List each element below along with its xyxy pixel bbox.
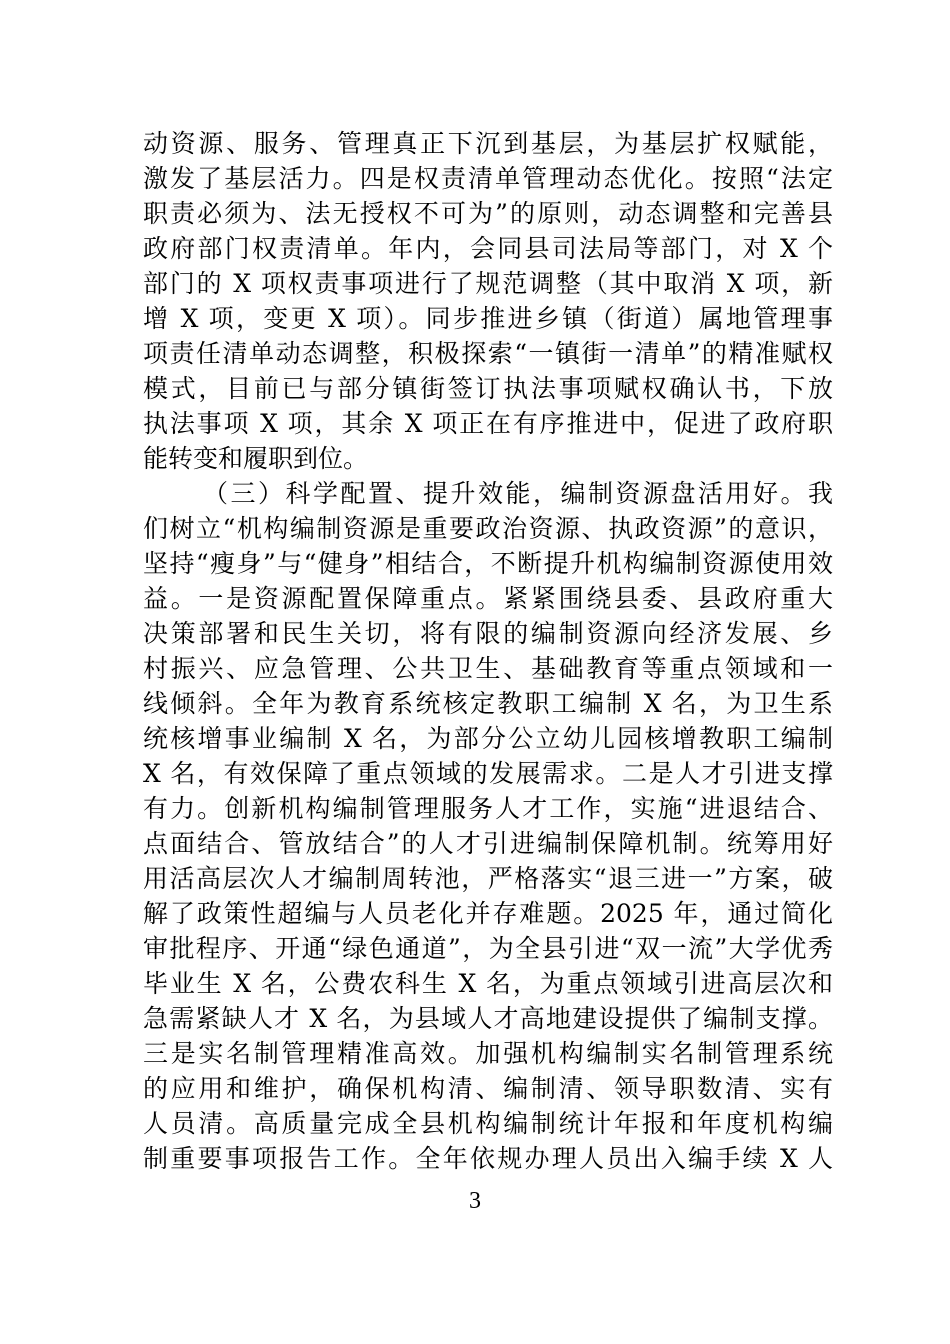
text-line: 职责必须为、法无授权不可为”的原则，动态调整和完善县 xyxy=(143,199,833,228)
text-line: 用活高层次人才编制周转池，严格落实“退三进一”方案，破 xyxy=(143,864,833,893)
text-line: 解了政策性超编与人员老化并存难题。2025 年，通过简化 xyxy=(143,899,833,928)
body-text xyxy=(143,126,833,1176)
text-line: 村振兴、应急管理、公共卫生、基础教育等重点领域和一 xyxy=(143,654,833,683)
text-line: 审批程序、开通“绿色通道”，为全县引进“双一流”大学优秀 xyxy=(143,934,833,963)
text-line: 统核增事业编制 X 名，为部分公立幼儿园核增教职工编制 xyxy=(143,724,833,753)
text-line: 激发了基层活力。四是权责清单管理动态优化。按照“法定 xyxy=(143,164,833,193)
text-line: 能转变和履职到位。 xyxy=(143,444,369,473)
text-line: 人员清。高质量完成全县机构编制统计年报和年度机构编 xyxy=(143,1109,833,1138)
text-line: 制重要事项报告工作。全年依规办理人员出入编手续 X 人 xyxy=(143,1144,833,1173)
text-line: 增 X 项，变更 X 项）。同步推进乡镇（街道）属地管理事 xyxy=(143,304,833,333)
text-line: 急需紧缺人才 X 名，为县域人才高地建设提供了编制支撑。 xyxy=(143,1004,833,1033)
text-line: 模式，目前已与部分镇街签订执法事项赋权确认书，下放 xyxy=(143,374,833,403)
text-line: 坚持“瘦身”与“健身”相结合，不断提升机构编制资源使用效 xyxy=(143,549,833,578)
page-number: 3 xyxy=(469,1188,481,1214)
text-line: 部门的 X 项权责事项进行了规范调整（其中取消 X 项，新 xyxy=(143,269,833,298)
text-line: 们树立“机构编制资源是重要政治资源、执政资源”的意识， xyxy=(143,514,833,543)
section-heading-line: （三）科学配置、提升效能，编制资源盘活用好。我 xyxy=(203,479,833,508)
text-line: 政府部门权责清单。年内，会同县司法局等部门，对 X 个 xyxy=(143,234,833,263)
text-line: 执法事项 X 项，其余 X 项正在有序推进中，促进了政府职 xyxy=(143,409,833,438)
text-line: 的应用和维护，确保机构清、编制清、领导职数清、实有 xyxy=(143,1074,833,1103)
text-line: 决策部署和民生关切，将有限的编制资源向经济发展、乡 xyxy=(143,619,833,648)
text-line: 动资源、服务、管理真正下沉到基层，为基层扩权赋能， xyxy=(143,129,833,158)
text-line: 项责任清单动态调整，积极探索“一镇街一清单”的精准赋权 xyxy=(143,339,833,368)
text-line: X 名，有效保障了重点领域的发展需求。二是人才引进支撑 xyxy=(143,759,833,788)
text-line: 有力。创新机构编制管理服务人才工作，实施“进退结合、 xyxy=(143,794,833,823)
text-line: 点面结合、管放结合”的人才引进编制保障机制。统筹用好 xyxy=(143,829,833,858)
text-line: 益。一是资源配置保障重点。紧紧围绕县委、县政府重大 xyxy=(143,584,833,613)
text-line: 线倾斜。全年为教育系统核定教职工编制 X 名，为卫生系 xyxy=(143,689,833,718)
text-line: 毕业生 X 名，公费农科生 X 名，为重点领域引进高层次和 xyxy=(143,969,833,998)
text-line: 三是实名制管理精准高效。加强机构编制实名制管理系统 xyxy=(143,1039,833,1068)
